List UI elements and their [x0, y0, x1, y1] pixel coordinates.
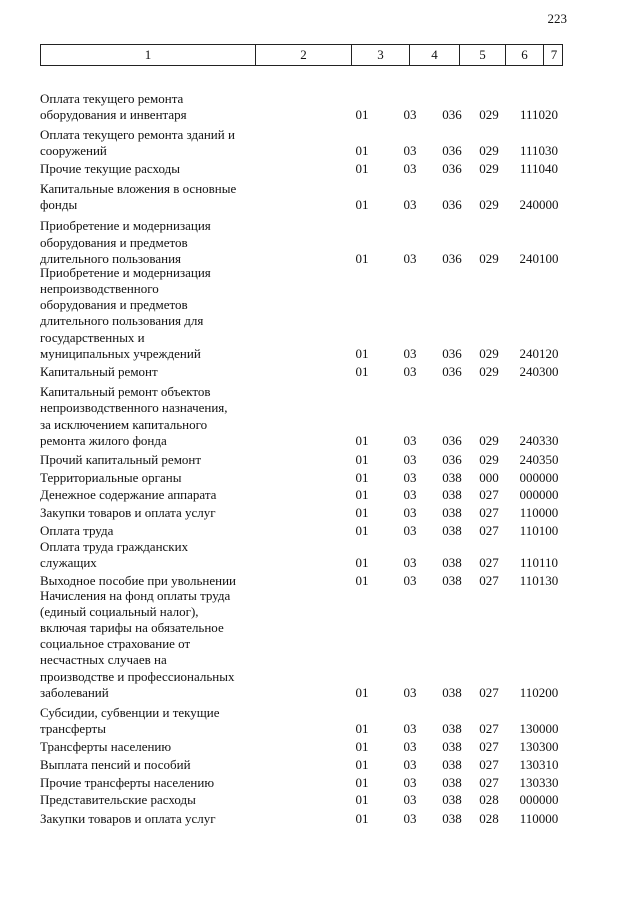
- row-code-c5: 027: [479, 685, 499, 700]
- row-code-c5: 000: [479, 470, 499, 485]
- row-code-c4: 036: [442, 251, 462, 266]
- row-code-c5: 029: [479, 251, 499, 266]
- row-code-c2: 01: [355, 487, 369, 502]
- page-number: 223: [547, 11, 567, 26]
- row-code-c4: 038: [442, 487, 462, 502]
- row-code-c2: 01: [355, 739, 369, 754]
- row-code-c3: 03: [403, 161, 417, 176]
- row-code-c2: 01: [355, 364, 369, 379]
- row-code-c4: 036: [442, 143, 462, 158]
- row-code-c5: 027: [479, 775, 499, 790]
- row-code-c4: 036: [442, 433, 462, 448]
- row-code-c6: 130300: [519, 739, 559, 754]
- row-code-c2: 01: [355, 757, 369, 772]
- row-code-c6: 240300: [519, 364, 559, 379]
- row-code-c6: 111020: [519, 107, 559, 122]
- row-name: Закупки товаров и оплата услуг: [40, 504, 216, 520]
- row-code-c5: 029: [479, 107, 499, 122]
- row-code-c4: 036: [442, 107, 462, 122]
- row-code-c5: 029: [479, 433, 499, 448]
- row-name: Территориальные органы: [40, 469, 182, 485]
- row-code-c6: 240350: [519, 452, 559, 467]
- row-code-c6: 240120: [519, 346, 559, 361]
- row-code-c6: 111030: [519, 143, 559, 158]
- row-code-c6: 110130: [519, 573, 559, 588]
- row-name: Денежное содержание аппарата: [40, 486, 217, 502]
- row-code-c2: 01: [355, 470, 369, 485]
- header-col-3: 3: [351, 45, 409, 65]
- row-code-c4: 038: [442, 470, 462, 485]
- row-code-c5: 029: [479, 143, 499, 158]
- row-code-c5: 029: [479, 364, 499, 379]
- row-code-c4: 036: [442, 197, 462, 212]
- header-col-7: 7: [543, 45, 564, 65]
- row-name: Приобретение и модернизация оборудования и предметов длительного пользования: [40, 218, 211, 266]
- row-code-c4: 036: [442, 364, 462, 379]
- row-code-c6: 000000: [519, 487, 559, 502]
- row-code-c6: 240330: [519, 433, 559, 448]
- row-code-c3: 03: [403, 197, 417, 212]
- row-name: Капитальные вложения в основные фонды: [40, 180, 237, 212]
- row-code-c3: 03: [403, 452, 417, 467]
- row-code-c5: 027: [479, 757, 499, 772]
- row-code-c2: 01: [355, 685, 369, 700]
- row-code-c3: 03: [403, 251, 417, 266]
- row-code-c3: 03: [403, 555, 417, 570]
- row-code-c2: 01: [355, 811, 369, 826]
- row-code-c5: 029: [479, 452, 499, 467]
- row-code-c4: 036: [442, 346, 462, 361]
- row-name: Оплата труда: [40, 522, 114, 538]
- row-code-c4: 038: [442, 573, 462, 588]
- row-name: Оплата текущего ремонта оборудования и инвентаря: [40, 90, 187, 122]
- row-code-c6: 240100: [519, 251, 559, 266]
- row-code-c6: 000000: [519, 792, 559, 807]
- row-name: Оплата труда гражданских служащих: [40, 538, 189, 570]
- row-code-c2: 01: [355, 452, 369, 467]
- row-name: Оплата текущего ремонта зданий и сооружений: [40, 126, 235, 158]
- row-code-c2: 01: [355, 792, 369, 807]
- row-code-c6: 110110: [519, 555, 559, 570]
- row-code-c4: 038: [442, 555, 462, 570]
- row-code-c4: 036: [442, 452, 462, 467]
- row-code-c4: 038: [442, 523, 462, 538]
- row-code-c6: 130310: [519, 757, 559, 772]
- row-name: Представительские расходы: [40, 791, 196, 807]
- row-code-c3: 03: [403, 792, 417, 807]
- row-code-c3: 03: [403, 505, 417, 520]
- row-name: Выходное пособие при увольнении: [40, 572, 236, 588]
- row-code-c6: 110000: [519, 505, 559, 520]
- row-code-c3: 03: [403, 757, 417, 772]
- row-code-c3: 03: [403, 775, 417, 790]
- row-code-c5: 028: [479, 792, 499, 807]
- row-code-c4: 038: [442, 685, 462, 700]
- row-code-c4: 038: [442, 811, 462, 826]
- row-code-c5: 027: [479, 573, 499, 588]
- row-code-c2: 01: [355, 197, 369, 212]
- row-name: Приобретение и модернизация непроизводственного оборудования и предметов длительного пользования для государственных и муниципальных учреждений: [40, 264, 211, 361]
- row-code-c6: 000000: [519, 470, 559, 485]
- row-code-c5: 029: [479, 161, 499, 176]
- row-code-c3: 03: [403, 573, 417, 588]
- row-code-c2: 01: [355, 346, 369, 361]
- row-code-c2: 01: [355, 161, 369, 176]
- row-code-c4: 038: [442, 721, 462, 736]
- row-code-c4: 036: [442, 161, 462, 176]
- row-code-c2: 01: [355, 251, 369, 266]
- row-code-c3: 03: [403, 107, 417, 122]
- row-code-c5: 027: [479, 505, 499, 520]
- header-col-6: 6: [505, 45, 543, 65]
- row-name: Начисления на фонд оплаты труда (единый социальный налог), включая тарифы на обязательное социальное страхование от несчастных случаев на производстве и профессиональных заболеваний: [40, 587, 235, 700]
- row-code-c4: 038: [442, 739, 462, 754]
- row-name: Субсидии, субвенции и текущие трансферты: [40, 704, 220, 736]
- row-code-c3: 03: [403, 470, 417, 485]
- header-col-2: 2: [255, 45, 351, 65]
- row-code-c2: 01: [355, 523, 369, 538]
- row-code-c3: 03: [403, 346, 417, 361]
- row-code-c5: 029: [479, 197, 499, 212]
- row-code-c5: 028: [479, 811, 499, 826]
- row-code-c2: 01: [355, 433, 369, 448]
- row-code-c6: 111040: [519, 161, 559, 176]
- row-code-c2: 01: [355, 721, 369, 736]
- row-name: Выплата пенсий и пособий: [40, 756, 191, 772]
- row-code-c2: 01: [355, 143, 369, 158]
- row-code-c3: 03: [403, 364, 417, 379]
- row-code-c3: 03: [403, 523, 417, 538]
- row-code-c2: 01: [355, 573, 369, 588]
- row-name: Капитальный ремонт: [40, 363, 158, 379]
- row-name: Капитальный ремонт объектов непроизводственного назначения, за исключением капитального ремонта жилого фонда: [40, 384, 228, 448]
- row-code-c3: 03: [403, 487, 417, 502]
- header-col-4: 4: [409, 45, 459, 65]
- row-name: Прочие текущие расходы: [40, 160, 180, 176]
- row-code-c4: 038: [442, 792, 462, 807]
- row-code-c6: 110000: [519, 811, 559, 826]
- row-code-c5: 029: [479, 346, 499, 361]
- row-code-c4: 038: [442, 505, 462, 520]
- row-code-c6: 130330: [519, 775, 559, 790]
- header-col-1: 1: [144, 47, 152, 62]
- row-name: Закупки товаров и оплата услуг: [40, 810, 216, 826]
- row-code-c4: 038: [442, 775, 462, 790]
- row-code-c4: 038: [442, 757, 462, 772]
- row-code-c6: 110200: [519, 685, 559, 700]
- row-code-c6: 240000: [519, 197, 559, 212]
- row-code-c5: 027: [479, 555, 499, 570]
- row-name: Прочие трансферты населению: [40, 774, 215, 790]
- row-code-c5: 027: [479, 523, 499, 538]
- row-code-c2: 01: [355, 107, 369, 122]
- row-code-c3: 03: [403, 811, 417, 826]
- row-code-c3: 03: [403, 739, 417, 754]
- row-code-c2: 01: [355, 505, 369, 520]
- row-name: Трансферты населению: [40, 738, 172, 754]
- row-code-c2: 01: [355, 555, 369, 570]
- row-code-c3: 03: [403, 433, 417, 448]
- header-col-5: 5: [459, 45, 505, 65]
- row-code-c5: 027: [479, 739, 499, 754]
- row-code-c6: 110100: [519, 523, 559, 538]
- row-code-c3: 03: [403, 685, 417, 700]
- row-code-c5: 027: [479, 721, 499, 736]
- row-code-c3: 03: [403, 143, 417, 158]
- row-code-c6: 130000: [519, 721, 559, 736]
- row-code-c2: 01: [355, 775, 369, 790]
- row-code-c5: 027: [479, 487, 499, 502]
- row-name: Прочий капитальный ремонт: [40, 451, 202, 467]
- row-code-c3: 03: [403, 721, 417, 736]
